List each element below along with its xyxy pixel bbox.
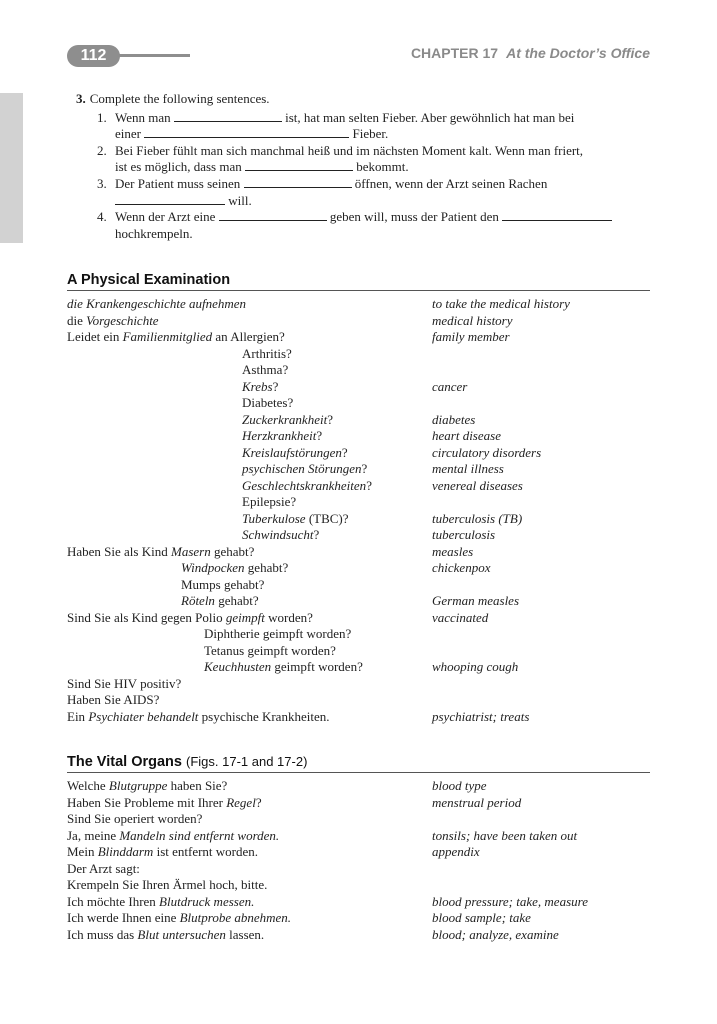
- vocab-keyword: Mandeln sind entfernt worden.: [119, 827, 280, 843]
- vocab-list: [67, 778, 650, 943]
- vocab-row: [67, 709, 650, 726]
- exercise-item: [76, 143, 656, 176]
- english-translation: blood sample; take: [432, 910, 531, 925]
- german-term: [204, 643, 336, 660]
- vocab-text: Ja, meine: [67, 827, 120, 843]
- vocab-keyword: Zuckerkrankheit: [242, 411, 328, 427]
- vocab-row: [67, 659, 650, 676]
- exercise-3: [76, 91, 656, 242]
- item-number: 1.: [97, 109, 107, 125]
- vocab-row: [67, 910, 650, 927]
- chapter-label: CHAPTER 17: [410, 45, 499, 61]
- running-header: [411, 45, 650, 61]
- vocab-row: [67, 412, 650, 429]
- german-term: [67, 329, 285, 346]
- exercise-number: 3.: [76, 91, 86, 106]
- vocab-row: [67, 877, 650, 894]
- vocab-keyword: Blutprobe abnehmen.: [179, 910, 292, 925]
- vocab-text: gehabt?: [214, 593, 259, 608]
- vocab-text: ?: [272, 378, 279, 394]
- vocab-keyword: Windpocken: [181, 560, 245, 575]
- vocab-row: [67, 692, 650, 709]
- german-term: [242, 461, 367, 478]
- german-term: [67, 795, 262, 812]
- german-term: [242, 362, 288, 379]
- vocab-text: Haben Sie AIDS?: [67, 692, 160, 707]
- answer-blank[interactable]: [244, 176, 352, 188]
- sentence-text: will.: [228, 192, 252, 208]
- vocab-row: [67, 828, 650, 845]
- vocab-text: Sind Sie operiert worden?: [67, 811, 203, 826]
- vocab-row: [67, 379, 650, 396]
- vocab-keyword: Familienmitglied: [122, 329, 213, 344]
- vocab-row: [67, 461, 650, 478]
- exercise-items: [76, 110, 656, 243]
- english-translation: German measles: [432, 593, 520, 608]
- vocab-keyword: psychischen Störungen: [242, 461, 362, 476]
- english-translation: circulatory disorders: [432, 444, 542, 460]
- vocab-text: Der Arzt sagt:: [67, 860, 140, 876]
- vocab-text: ?: [316, 428, 323, 443]
- vocab-row: [67, 643, 650, 660]
- answer-blank[interactable]: [174, 110, 282, 122]
- vocab-row: [67, 395, 650, 412]
- item-number: 3.: [97, 175, 107, 191]
- english-translation: psychiatrist; treats: [432, 708, 530, 724]
- vocab-keyword: geimpft: [225, 609, 265, 625]
- vocab-keyword: Blutgruppe: [108, 778, 168, 793]
- answer-blank[interactable]: [245, 159, 353, 171]
- vocab-text: ?: [361, 461, 368, 476]
- german-term: [181, 593, 259, 610]
- vocab-text: Ich muss das: [67, 926, 138, 942]
- sentence-text: Der Patient muss seinen: [115, 175, 241, 191]
- vocab-text: Mumps gehabt?: [181, 576, 265, 592]
- vocab-list: [67, 296, 650, 725]
- vocab-row: [67, 577, 650, 594]
- vocab-row: [67, 445, 650, 462]
- german-term: [67, 709, 329, 726]
- german-term: [242, 395, 293, 412]
- german-term: [181, 577, 264, 594]
- vocab-row: [67, 313, 650, 330]
- section-physical-examination: [67, 272, 650, 725]
- vocab-text: an Allergien?: [212, 329, 285, 344]
- sentence-text: hochkrempeln.: [115, 225, 193, 241]
- vocab-keyword: Masern: [170, 543, 211, 559]
- vocab-keyword: Keuchhusten: [204, 659, 272, 674]
- vocab-row: [67, 795, 650, 812]
- vocab-text: ?: [366, 477, 372, 493]
- sentence-text: bekommt.: [356, 159, 409, 175]
- vocab-keyword: Schwindsucht: [242, 527, 314, 542]
- vocab-text: Tetanus geimpft worden?: [204, 642, 336, 658]
- vocab-text: Sind Sie als Kind gegen Polio: [67, 609, 226, 625]
- chapter-title: At the Doctor’s Office: [506, 45, 650, 61]
- vocab-row: [67, 428, 650, 445]
- german-term: [242, 428, 322, 445]
- vocab-keyword: Blut untersuchen: [137, 926, 226, 942]
- vocab-text: Ich werde Ihnen eine: [67, 910, 180, 925]
- sentence-text: einer: [115, 126, 141, 142]
- sentence-text: Wenn der Arzt eine: [115, 209, 216, 225]
- vocab-keyword: Herzkrankheit: [242, 428, 317, 443]
- item-number: 4.: [97, 209, 107, 225]
- english-translation: tuberculosis: [432, 527, 496, 542]
- vocab-row: [67, 861, 650, 878]
- vocab-text: psychische Krankheiten.: [198, 708, 330, 724]
- english-translation: to take the medical history: [432, 296, 570, 311]
- section-title-text: A Physical Examination: [67, 272, 231, 288]
- vocab-row: [67, 811, 650, 828]
- english-translation: venereal diseases: [432, 477, 523, 493]
- vocab-keyword: Krebs: [242, 378, 273, 394]
- vocab-text: Asthma?: [242, 362, 289, 377]
- vocab-text: Haben Sie als Kind: [67, 543, 171, 559]
- german-term: [242, 379, 278, 396]
- answer-blank[interactable]: [502, 209, 612, 221]
- english-translation: menstrual period: [432, 794, 522, 810]
- side-tab-marker: [0, 93, 23, 243]
- english-translation: chickenpox: [432, 560, 491, 575]
- german-term: [181, 560, 288, 577]
- vocab-row: [67, 593, 650, 610]
- english-translation: diabetes: [432, 411, 476, 427]
- sentence-text: Bei Fieber fühlt man sich manchmal heiß und im nächsten Moment kalt. Wenn man friert,: [115, 142, 584, 158]
- section-title-text: The Vital Organs: [67, 754, 182, 770]
- german-term: [242, 478, 372, 495]
- vocab-text: gehabt?: [210, 543, 255, 559]
- answer-blank[interactable]: [144, 126, 349, 138]
- german-term: [242, 494, 296, 511]
- section-title: [67, 272, 650, 291]
- english-translation: tuberculosis (TB): [432, 510, 523, 526]
- exercise-item: [76, 110, 656, 143]
- vocab-row: [67, 362, 650, 379]
- vocab-row: [67, 844, 650, 861]
- vocab-keyword: Röteln: [181, 593, 215, 608]
- german-term: [67, 692, 159, 709]
- section-vital-organs: [67, 754, 650, 943]
- english-translation: tonsils; have been taken out: [432, 827, 578, 843]
- vocab-keyword: die Krankengeschichte aufnehmen: [67, 296, 247, 311]
- vocab-text: ?: [341, 444, 348, 460]
- german-term: [242, 511, 349, 528]
- german-term: [67, 927, 264, 944]
- vocab-keyword: Geschlechtskrankheiten: [242, 477, 367, 493]
- vocab-text: Mein: [67, 844, 98, 859]
- vocab-row: [67, 478, 650, 495]
- sentence-text: ist, hat man selten Fieber. Aber gewöhnlich hat man bei: [285, 109, 575, 125]
- exercise-heading: [76, 91, 656, 108]
- vocab-text: gehabt?: [244, 560, 289, 575]
- german-term: [204, 659, 363, 676]
- vocab-text: ?: [313, 527, 320, 542]
- sentence-text: Wenn man: [115, 109, 171, 125]
- vocab-text: ist entfernt worden.: [153, 844, 259, 859]
- exercise-instruction: Complete the following sentences.: [89, 91, 270, 106]
- german-term: [67, 610, 313, 627]
- vocab-text: Diphtherie geimpft worden?: [204, 626, 352, 641]
- vocab-text: Sind Sie HIV positiv?: [67, 675, 182, 691]
- section-title: [67, 754, 650, 773]
- vocab-row: [67, 927, 650, 944]
- sentence-text: Fieber.: [352, 126, 389, 142]
- vocab-keyword: Regel: [226, 794, 256, 810]
- vocab-text: worden?: [264, 609, 313, 625]
- exercise-item: [76, 176, 656, 209]
- german-term: [242, 346, 292, 363]
- vocab-text: Ich möchte Ihren: [67, 893, 160, 909]
- vocab-keyword: Blinddarm: [97, 844, 154, 859]
- vocab-row: [67, 527, 650, 544]
- vocab-text: Leidet ein: [67, 329, 123, 344]
- vocab-row: [67, 894, 650, 911]
- vocab-row: [67, 676, 650, 693]
- english-translation: cancer: [432, 378, 468, 394]
- german-term: [67, 828, 279, 845]
- vocab-keyword: Vorgeschichte: [86, 312, 159, 328]
- vocab-text: geimpft worden?: [271, 659, 363, 674]
- german-term: [242, 412, 333, 429]
- english-translation: whooping cough: [432, 659, 519, 674]
- vocab-text: haben Sie?: [167, 778, 228, 793]
- english-translation: family member: [432, 329, 510, 344]
- english-translation: heart disease: [432, 428, 501, 443]
- english-translation: appendix: [432, 844, 480, 859]
- exercise-item: [76, 209, 656, 242]
- german-term: [67, 811, 202, 828]
- german-term: [204, 626, 351, 643]
- vocab-keyword: Kreislaufstörungen: [242, 444, 342, 460]
- vocab-text: ?: [327, 411, 333, 427]
- item-number: 2.: [97, 142, 107, 158]
- page-number-badge: 112: [67, 45, 120, 67]
- header-rule: [118, 54, 190, 57]
- vocab-row: [67, 610, 650, 627]
- german-term: [67, 844, 258, 861]
- vocab-text: Welche: [67, 778, 109, 793]
- german-term: [67, 861, 140, 878]
- vocab-row: [67, 626, 650, 643]
- german-term: [67, 894, 254, 911]
- german-term: [67, 544, 254, 561]
- vocab-text: die: [67, 312, 87, 328]
- german-term: [67, 296, 246, 313]
- vocab-row: [67, 511, 650, 528]
- german-term: [242, 445, 348, 462]
- english-translation: measles: [432, 543, 474, 559]
- vocab-keyword: Tuberkulose: [242, 510, 306, 526]
- vocab-text: lassen.: [225, 926, 265, 942]
- vocab-text: (TBC)?: [305, 510, 349, 526]
- vocab-row: [67, 544, 650, 561]
- german-term: [67, 676, 181, 693]
- german-term: [67, 910, 291, 927]
- german-term: [67, 313, 159, 330]
- vocab-keyword: Psychiater behandelt: [88, 708, 199, 724]
- german-term: [67, 877, 267, 894]
- english-translation: mental illness: [432, 461, 504, 476]
- english-translation: blood pressure; take, measure: [432, 893, 588, 909]
- vocab-row: [67, 346, 650, 363]
- english-translation: medical history: [432, 312, 513, 328]
- vocab-keyword: Blutdruck messen.: [159, 893, 255, 909]
- vocab-row: [67, 778, 650, 795]
- english-translation: blood type: [432, 778, 487, 793]
- section-subtitle: (Figs. 17-1 and 17-2): [186, 754, 308, 769]
- english-translation: vaccinated: [432, 609, 489, 625]
- vocab-text: Haben Sie Probleme mit Ihrer: [67, 794, 227, 810]
- vocab-row: [67, 560, 650, 577]
- answer-blank[interactable]: [219, 209, 327, 221]
- answer-blank[interactable]: [115, 193, 225, 205]
- vocab-row: [67, 329, 650, 346]
- german-term: [242, 527, 319, 544]
- sentence-text: geben will, muss der Patient den: [329, 209, 499, 225]
- vocab-text: Ein: [67, 708, 89, 724]
- vocab-row: [67, 494, 650, 511]
- vocab-row: [67, 296, 650, 313]
- english-translation: blood; analyze, examine: [432, 926, 559, 942]
- vocab-text: Diabetes?: [242, 395, 294, 410]
- sentence-text: öffnen, wenn der Arzt seinen Rachen: [354, 175, 548, 191]
- vocab-text: ?: [255, 794, 262, 810]
- german-term: [67, 778, 227, 795]
- sentence-text: ist es möglich, dass man: [115, 159, 242, 175]
- vocab-text: Arthritis?: [242, 345, 292, 361]
- vocab-text: Krempeln Sie Ihren Ärmel hoch, bitte.: [67, 877, 268, 892]
- vocab-text: Epilepsie?: [242, 494, 297, 509]
